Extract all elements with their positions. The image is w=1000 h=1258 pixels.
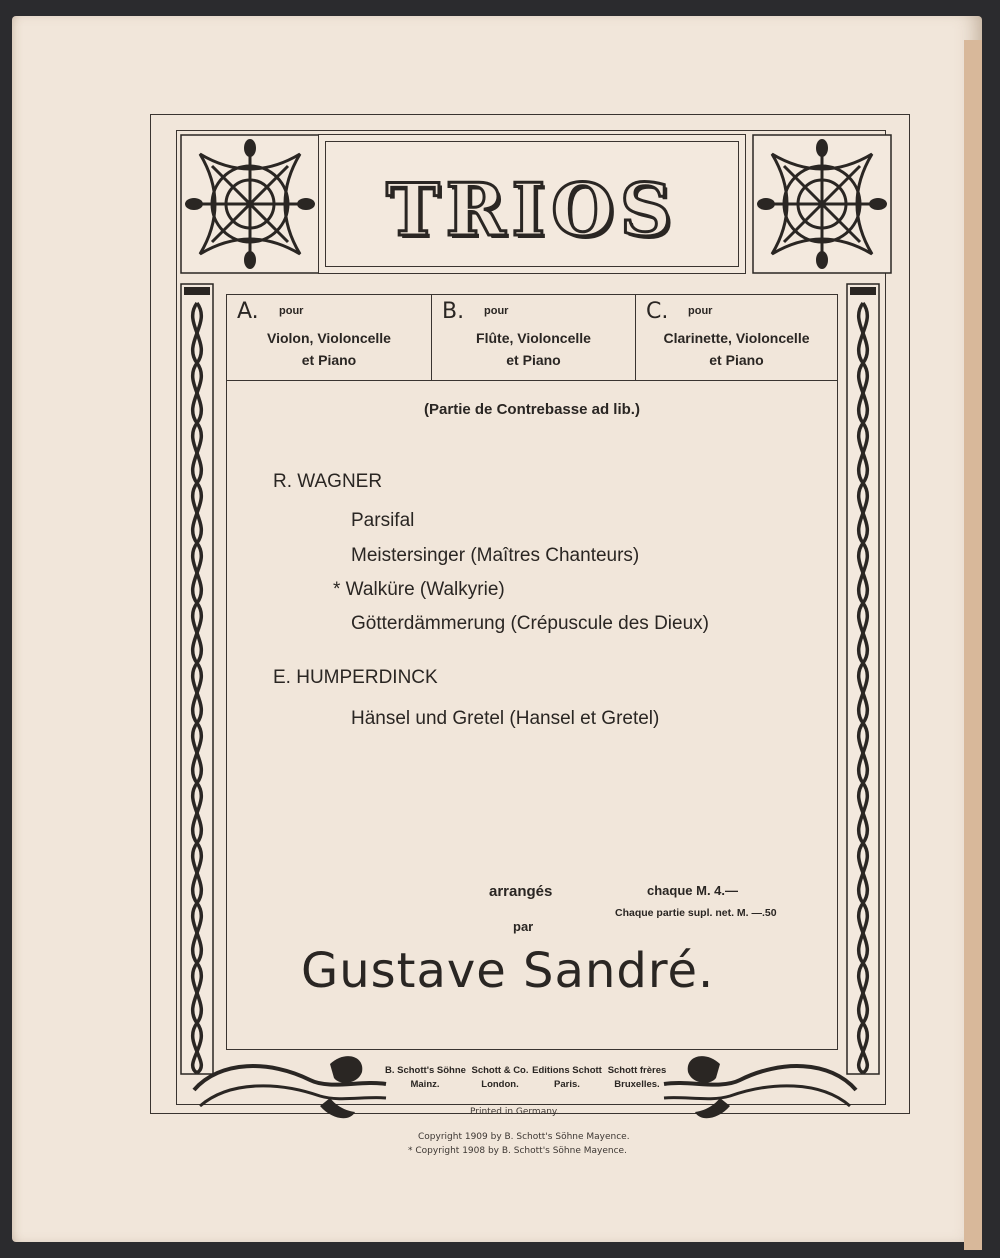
publisher-city: Bruxelles.	[614, 1079, 660, 1090]
publisher-mainz	[385, 1064, 465, 1092]
composer-wagner: R. WAGNER	[273, 471, 383, 492]
publisher-bruxelles	[604, 1064, 670, 1092]
knotwork-band-left	[180, 283, 214, 1075]
copyright-1908: * Copyright 1908 by B. Schott's Söhne Mayence.	[408, 1146, 627, 1156]
title-panel	[318, 134, 746, 274]
publisher-london	[468, 1064, 532, 1092]
composer-humperdinck: E. HUMPERDINCK	[273, 667, 438, 688]
page-edge	[964, 40, 982, 1250]
publisher-city: Mainz.	[410, 1079, 440, 1090]
celtic-knot-ornament-left	[180, 134, 320, 274]
instruments-line-2: et Piano	[506, 352, 561, 368]
price: chaque M. 4.—	[647, 883, 739, 898]
copyright-1909: Copyright 1909 by B. Schott's Söhne Mayence.	[418, 1132, 630, 1142]
arrangement-instruments	[636, 327, 837, 371]
par-label: par	[513, 919, 534, 934]
arrangement-pour: pour	[279, 305, 304, 317]
instruments-line-1: Violon, Violoncelle	[267, 330, 391, 346]
publisher-name: Editions Schott	[532, 1065, 602, 1076]
work-item: * Walküre (Walkyrie)	[333, 579, 505, 600]
publisher-name: Schott frères	[607, 1065, 667, 1076]
arrangement-letter: C.	[646, 299, 669, 324]
celtic-knot-ornament-right	[752, 134, 892, 274]
instruments-line-1: Clarinette, Violoncelle	[663, 330, 810, 346]
work-item: Meistersinger (Maîtres Chanteurs)	[351, 545, 640, 566]
content-panel	[226, 294, 838, 1050]
arrangement-pour: pour	[688, 305, 713, 317]
arrangement-pour: pour	[484, 305, 509, 317]
price-parts: Chaque partie supl. net. M. —.50	[615, 907, 777, 919]
work-item: Hänsel und Gretel (Hansel et Gretel)	[351, 708, 660, 729]
leaf-scroll-ornament-right	[660, 1050, 860, 1126]
arrangement-a	[227, 295, 432, 381]
arrangement-b	[432, 295, 636, 381]
arrangement-instruments	[227, 327, 431, 371]
publisher-city: London.	[481, 1079, 519, 1090]
arrangement-instruments	[432, 327, 635, 371]
instruments-line-2: et Piano	[301, 352, 357, 368]
page-title: TRIOS	[386, 167, 678, 252]
publisher-city: Paris.	[554, 1079, 580, 1090]
publisher-name: B. Schott's Söhne	[385, 1065, 466, 1076]
work-item: Parsifal	[351, 510, 415, 531]
arrangement-c	[636, 295, 837, 381]
instruments-line-2: et Piano	[709, 352, 764, 368]
work-item: Götterdämmerung (Crépuscule des Dieux)	[351, 613, 709, 634]
arranger-name: Gustave Sandré.	[301, 943, 715, 999]
arrangement-letter: B.	[442, 299, 465, 324]
arrangement-letter: A.	[237, 299, 259, 324]
arranges-label: arrangés	[489, 883, 553, 900]
publisher-name: Schott & Co.	[471, 1065, 529, 1076]
publisher-paris	[532, 1064, 602, 1092]
instruments-line-1: Flûte, Violoncelle	[476, 330, 591, 346]
leaf-scroll-ornament-left	[190, 1050, 390, 1126]
knotwork-band-right	[846, 283, 880, 1075]
printed-in-germany: Printed in Germany.	[470, 1107, 559, 1117]
partie-note: (Partie de Contrebasse ad lib.)	[424, 401, 640, 418]
